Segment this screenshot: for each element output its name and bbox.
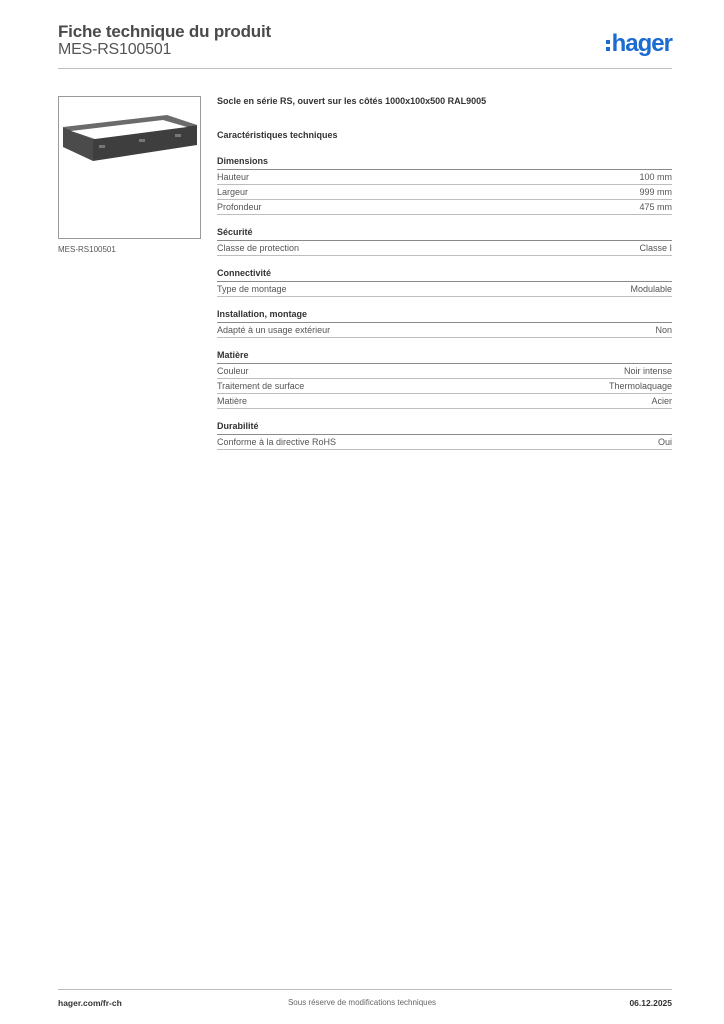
footer-website-link[interactable]: hager.com/fr-ch bbox=[58, 998, 122, 1008]
spec-row bbox=[217, 394, 672, 409]
spec-label: Adapté à un usage extérieur bbox=[217, 325, 331, 335]
section-title: Sécurité bbox=[217, 227, 672, 241]
spec-value: Acier bbox=[651, 396, 672, 406]
spec-section bbox=[217, 156, 672, 215]
header-divider bbox=[58, 68, 672, 69]
spec-section bbox=[217, 350, 672, 409]
hager-logo[interactable] bbox=[606, 28, 672, 56]
spec-value: Classe I bbox=[639, 243, 672, 253]
spec-label: Type de montage bbox=[217, 284, 287, 294]
spec-row bbox=[217, 379, 672, 394]
spec-value: Oui bbox=[657, 437, 672, 447]
spec-label: Profondeur bbox=[217, 202, 262, 212]
document-title: Fiche technique du produit bbox=[58, 22, 271, 41]
footer-notice: Sous réserve de modifications techniques bbox=[287, 998, 437, 1007]
spec-row bbox=[217, 323, 672, 338]
spec-row bbox=[217, 435, 672, 450]
specifications bbox=[217, 96, 672, 462]
footer-date: 06.12.2025 bbox=[629, 998, 672, 1008]
spec-row bbox=[217, 200, 672, 215]
spec-value: Thermolaquage bbox=[608, 381, 672, 391]
spec-row bbox=[217, 364, 672, 379]
image-caption: MES-RS100501 bbox=[58, 245, 116, 254]
spec-value: 475 mm bbox=[639, 202, 672, 212]
spec-label: Hauteur bbox=[217, 172, 250, 182]
spec-section bbox=[217, 268, 672, 297]
section-title: Matière bbox=[217, 350, 672, 364]
logo-text: hager bbox=[611, 30, 672, 57]
spec-section bbox=[217, 421, 672, 450]
section-title: Installation, montage bbox=[217, 309, 672, 323]
spec-value: Modulable bbox=[630, 284, 672, 294]
product-description: Socle en série RS, ouvert sur les côtés 1000x100x500 RAL9005 bbox=[217, 96, 487, 106]
spec-value: 100 mm bbox=[639, 172, 672, 182]
product-reference: MES-RS100501 bbox=[58, 41, 172, 58]
spec-sections bbox=[217, 156, 672, 450]
spec-label: Classe de protection bbox=[217, 243, 300, 253]
spec-value: Non bbox=[655, 325, 672, 335]
spec-label: Largeur bbox=[217, 187, 249, 197]
spec-row bbox=[217, 282, 672, 297]
spec-label: Matière bbox=[217, 396, 248, 406]
spec-label: Traitement de surface bbox=[217, 381, 305, 391]
section-title: Connectivité bbox=[217, 268, 672, 282]
spec-label: Couleur bbox=[217, 366, 249, 376]
section-title: Durabilité bbox=[217, 421, 672, 435]
spec-value: 999 mm bbox=[639, 187, 672, 197]
characteristics-title: Caractéristiques techniques bbox=[217, 130, 338, 140]
product-image bbox=[58, 96, 201, 239]
plinth-frame-image bbox=[59, 97, 200, 238]
spec-value: Noir intense bbox=[623, 366, 672, 376]
footer-divider bbox=[58, 989, 672, 990]
logo-dots-icon bbox=[606, 37, 610, 56]
spec-section bbox=[217, 227, 672, 256]
section-title: Dimensions bbox=[217, 156, 672, 170]
page-header bbox=[58, 22, 672, 70]
spec-row bbox=[217, 170, 672, 185]
spec-label: Conforme à la directive RoHS bbox=[217, 437, 337, 447]
spec-row bbox=[217, 185, 672, 200]
spec-row bbox=[217, 241, 672, 256]
spec-section bbox=[217, 309, 672, 338]
